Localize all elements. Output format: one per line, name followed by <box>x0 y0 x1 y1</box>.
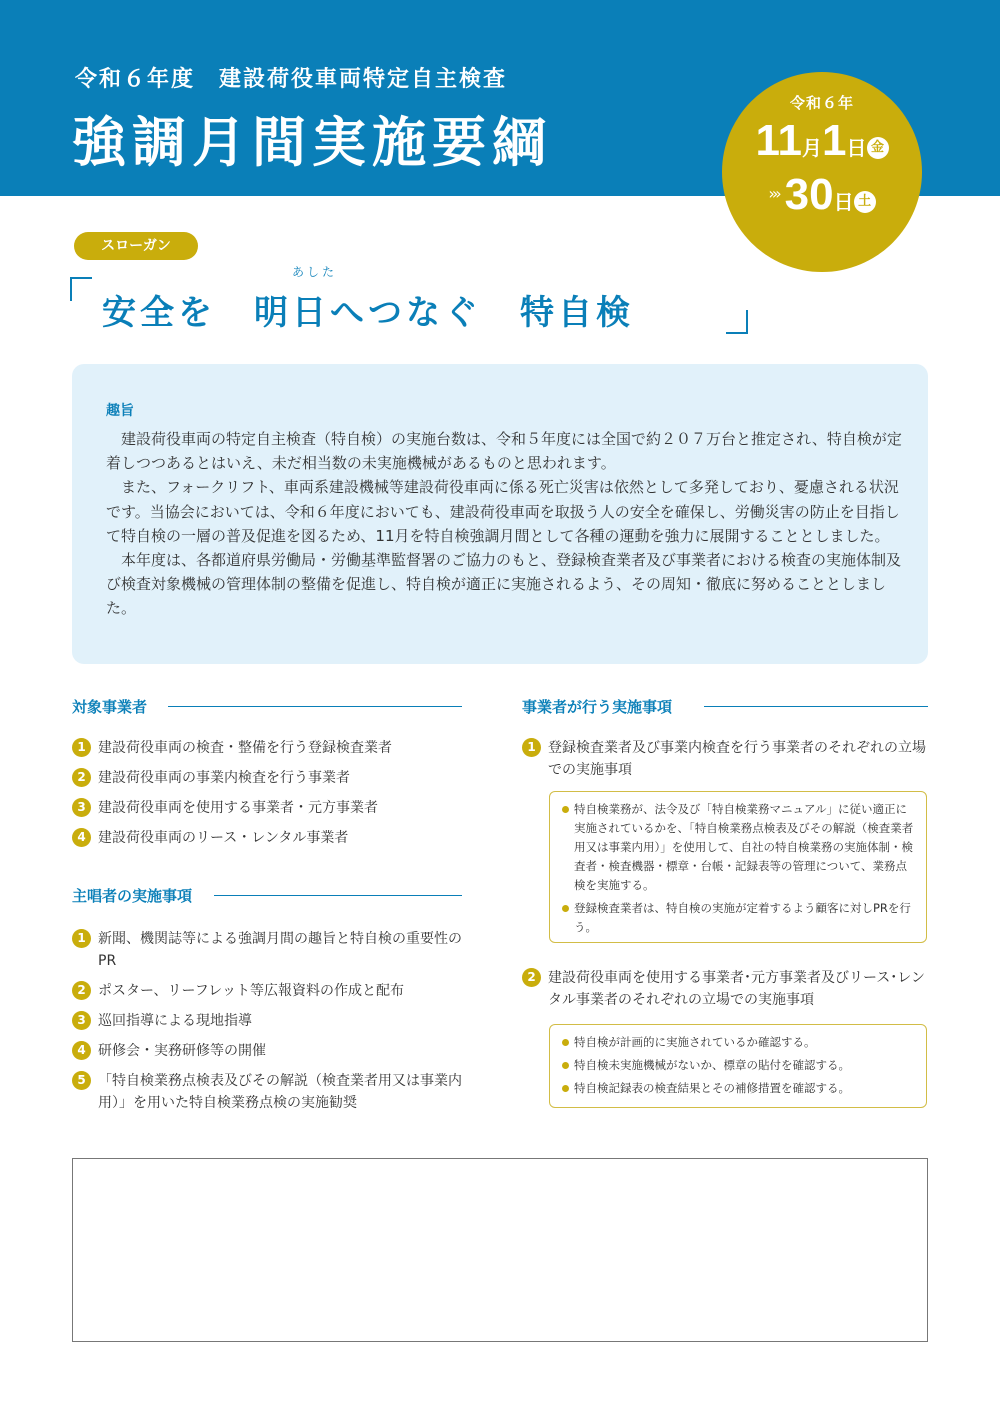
bullet-dot-icon <box>562 905 569 912</box>
month-kanji: 月 <box>802 136 823 160</box>
slogan-ruby: あした <box>292 265 338 279</box>
number-2-icon: 2 <box>72 981 91 1000</box>
date-badge <box>722 72 922 272</box>
targets-heading: 対象事業者 <box>72 698 148 716</box>
number-3-icon: 3 <box>72 798 91 817</box>
list-item: 1 登録検査業者及び事業内検査を行う事業者のそれぞれの立場での実施事項 <box>522 737 930 781</box>
blank-notes-box <box>72 1158 928 1342</box>
list-item: 2 建設荷役車両を使用する事業者･元方事業者及びリース･レンタル事業者のそれぞれの立場での実施事項 <box>522 967 930 1011</box>
number-2-icon: 2 <box>522 968 541 987</box>
start-month: 11 <box>755 116 803 165</box>
employer-item-1 <box>522 737 930 781</box>
day-kanji: 日 <box>846 136 867 160</box>
bullet-item: 特自検未実施機械がないか、標章の貼付を確認する。 <box>562 1056 914 1075</box>
triple-arrow-icon: ››› <box>768 184 779 203</box>
list-item: 1 新聞、機関誌等による強調月間の趣旨と特自検の重要性のPR <box>72 928 462 972</box>
number-5-icon: 5 <box>72 1071 91 1090</box>
organizer-list <box>72 928 462 1114</box>
list-item: 2 建設荷役車両の事業内検査を行う事業者 <box>72 767 472 789</box>
end-weekday: 土 <box>854 191 876 213</box>
number-3-icon: 3 <box>72 1011 91 1030</box>
end-day: 30 <box>784 170 834 219</box>
close-bracket <box>726 310 748 334</box>
date-badge-year: 令和６年 <box>789 94 854 112</box>
targets-list <box>72 737 472 849</box>
bullet-item: 特自検記録表の検査結果とその補修措置を確認する。 <box>562 1079 914 1098</box>
intro-paragraph: 建設荷役車両の特定自主検査（特自検）の実施台数は、令和５年度には全国で約２０７万台と推定され、特自検が定着しつつあるとはいえ、未だ相当数の未実施機械があるものと思われます。 <box>106 430 902 473</box>
employer-item-2-details <box>549 1024 927 1108</box>
employer-heading-line <box>704 706 928 707</box>
list-item: 3 巡回指導による現地指導 <box>72 1010 462 1032</box>
start-day: 1 <box>822 116 847 165</box>
organizer-heading: 主唱者の実施事項 <box>72 887 193 905</box>
bullet-dot-icon <box>562 1062 569 1069</box>
list-item: 4 建設荷役車両のリース・レンタル事業者 <box>72 827 472 849</box>
number-4-icon: 4 <box>72 828 91 847</box>
start-weekday: 金 <box>867 137 889 159</box>
list-item: 4 研修会・実務研修等の開催 <box>72 1040 462 1062</box>
number-4-icon: 4 <box>72 1041 91 1060</box>
organizer-heading-line <box>214 895 462 896</box>
list-item: 3 建設荷役車両を使用する事業者・元方事業者 <box>72 797 472 819</box>
header-subtitle: 令和６年度 建設荷役車両特定自主検査 <box>75 67 508 92</box>
number-1-icon: 1 <box>72 929 91 948</box>
intro-body <box>106 427 906 621</box>
targets-heading-line <box>168 706 462 707</box>
bullet-item: 特自検業務が、法令及び「特自検業務マニュアル」に従い適正に実施されているかを、「特自検業務点検表及びその解説（検査業者用又は事業内用）」を使用して、自社の特自検業務の実施体制・検査者・検査機器・標章・台帳・記録表等の管理について、業務点検を実施する。 <box>562 800 914 895</box>
employer-item-1-details <box>549 791 927 943</box>
bullet-dot-icon <box>562 1085 569 1092</box>
employer-item-2 <box>522 967 930 1011</box>
list-item: 5 「特自検業務点検表及びその解説（検査業者用又は事業内用）」を用いた特自検業務点検の実施勧奨 <box>72 1070 462 1114</box>
end-day-kanji: 日 <box>833 190 854 214</box>
intro-heading: 趣旨 <box>106 403 134 419</box>
list-item: 1 建設荷役車両の検査・整備を行う登録検査業者 <box>72 737 472 759</box>
intro-box <box>72 364 928 664</box>
number-1-icon: 1 <box>522 738 541 757</box>
bullet-dot-icon <box>562 1039 569 1046</box>
intro-paragraph: 本年度は、各都道府県労働局・労働基準監督署のご協力のもと、登録検査業者及び事業者における検査の実施体制及び検査対象機械の管理体制の整備を促進し、特自検が適正に実施されるよう、その周知・徹底に努めることとしました。 <box>106 551 902 618</box>
number-1-icon: 1 <box>72 738 91 757</box>
date-badge-end <box>722 170 922 220</box>
bullet-dot-icon <box>562 806 569 813</box>
date-badge-start <box>722 116 922 166</box>
slogan-text: 安全を 明日へつなぐ 特自検 <box>102 293 634 333</box>
employer-heading: 事業者が行う実施事項 <box>522 698 673 716</box>
header-title: 強調月間実施要綱 <box>72 111 552 174</box>
bullet-item: 特自検が計画的に実施されているか確認する。 <box>562 1033 914 1052</box>
list-item: 2 ポスター、リーフレット等広報資料の作成と配布 <box>72 980 462 1002</box>
number-2-icon: 2 <box>72 768 91 787</box>
intro-paragraph: また、フォークリフト、車両系建設機械等建設荷役車両に係る死亡災害は依然として多発しており、憂慮される状況です。当協会においては、令和６年度においても、建設荷役車両を取扱う人の安全を確保し、労働災害の防止を目指して特自検の一層の普及促進を図るため、11月を特自検強調月間として各種の運動を強力に展開することとしました。 <box>106 478 900 545</box>
bullet-item: 登録検査業者は、特自検の実施が定着するよう顧客に対しPRを行う。 <box>562 899 914 937</box>
slogan-badge: スローガン <box>74 232 198 260</box>
open-bracket <box>70 277 92 301</box>
